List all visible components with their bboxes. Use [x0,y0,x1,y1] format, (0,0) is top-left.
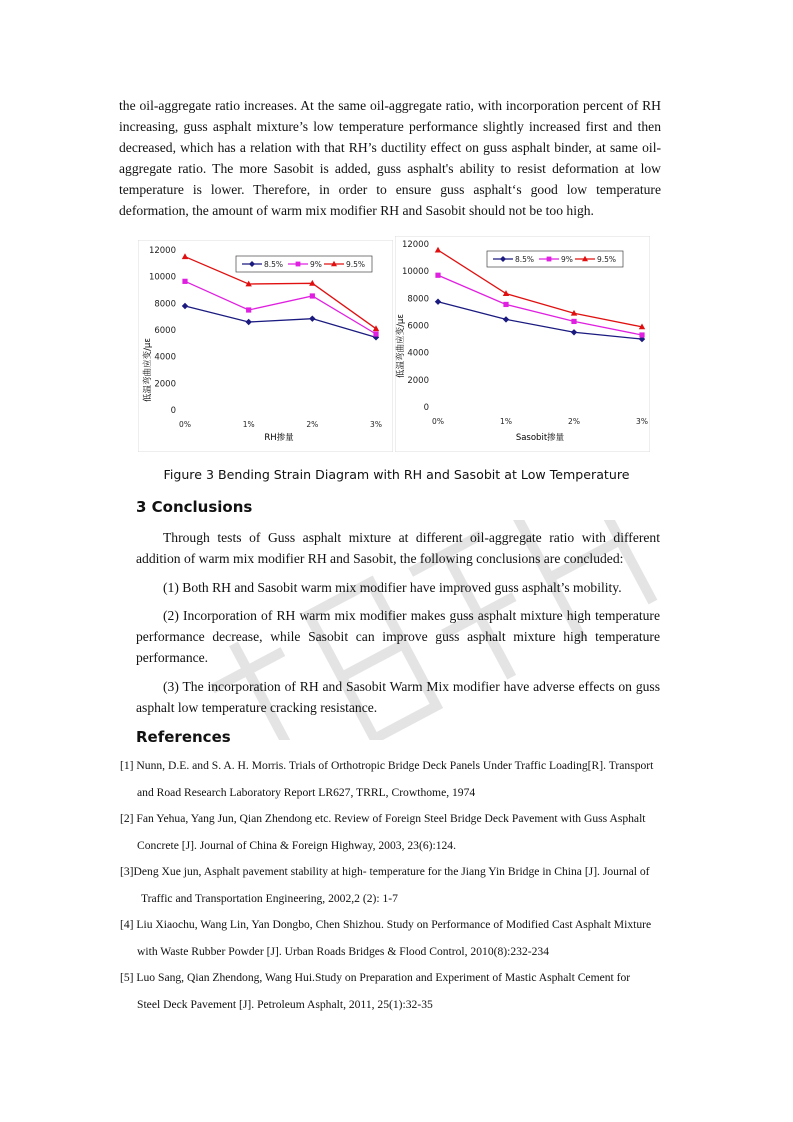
references-heading: References [136,728,231,746]
legend-label: 9.5% [597,255,617,264]
conclusions-heading: 3 Conclusions [136,498,253,516]
reference-item [120,752,680,806]
figure-caption: Figure 3 Bending Strain Diagram with RH and Sasobit at Low Temperature [163,467,630,482]
y-tick-label: 2000 [154,379,176,390]
data-point [503,302,508,307]
intro-paragraph: the oil-aggregate ratio increases. At the same oil-aggregate ratio, with incorporation percent of RH increasing, guss asphalt mixture’s low temperature performance slightly increased first and then decreased, which has a relation with that RH’s ductility effect on guss asphalt binder, at same oil-aggregate ratio. The more Sasobit is added, guss asphalt's ability to resist deformation at low temperature is lower. Therefore, in order to ensure guss asphalt‘s good low temperature deformation, the amount of warm mix modifier RH and Sasobit should not be too high. [119,98,661,218]
data-point [571,319,576,324]
y-tick-label: 4000 [154,352,176,363]
x-tick-label: 3% [370,420,382,429]
x-tick-label: 0% [432,417,444,426]
data-point [435,273,440,278]
reference-line: Traffic and Transportation Engineering, 2002,2 (2): 1-7 [141,892,398,905]
reference-line: Concrete [J]. Journal of China & Foreign Highway, 2003, 23(6):124. [137,839,456,852]
data-point [639,332,644,337]
reference-item [120,858,680,912]
y-tick-label: 2000 [407,375,429,386]
sasobit-strain-chart [395,236,650,452]
legend-label: 9.5% [346,260,366,269]
y-axis-label: 低温弯曲应变/με [143,338,153,402]
x-axis-label: Sasobit掺量 [515,433,565,443]
reference-item [120,805,680,859]
legend-label: 9% [310,260,322,269]
y-tick-label: 6000 [407,321,429,332]
x-tick-label: 0% [179,420,191,429]
y-tick-label: 8000 [407,294,429,305]
reference-line: [3]Deng Xue jun, Asphalt pavement stability at high- temperature for the Jiang Yin Bridge in China [J]. Journal of [120,865,650,878]
conclusion-item: (3) The incorporation of RH and Sasobit Warm Mix modifier have adverse effects on guss asphalt low temperature cracking resistance. [136,679,660,715]
y-tick-label: 6000 [154,326,176,336]
y-axis-label: 低温弯曲应变/με [396,314,406,378]
x-tick-label: 3% [636,417,648,426]
reference-line: Steel Deck Pavement [J]. Petroleum Asphalt, 2011, 25(1):32-35 [137,998,433,1011]
conclusions-intro: Through tests of Guss asphalt mixture at different oil-aggregate ratio with different addition of warm mix modifier RH and Sasobit, the following conclusions are concluded: [136,530,660,566]
reference-line: [1] Nunn, D.E. and S. A. H. Morris. Trials of Orthotropic Bridge Deck Panels Under Traffic Loading[R]. Transport [120,759,654,772]
x-tick-label: 1% [242,420,255,429]
legend-label: 8.5% [264,260,284,269]
legend-marker [296,262,301,267]
conclusion-item: (2) Incorporation of RH warm mix modifier makes guss asphalt mixture high temperature performance decrease, while Sasobit can improve guss asphalt mixture high temperature performance. [136,608,660,665]
reference-line: [5] Luo Sang, Qian Zhendong, Wang Hui.Study on Preparation and Experiment of Mastic Asphalt Cement for [120,971,631,984]
data-point [373,331,378,336]
y-tick-label: 10000 [148,272,176,283]
y-tick-label: 4000 [407,348,429,359]
rh-strain-chart [138,240,393,452]
reference-item [120,964,680,1018]
reference-line: [4] Liu Xiaochu, Wang Lin, Yan Dongbo, Chen Shizhou. Study on Performance of Modified Cast Asphalt Mixture [120,918,652,931]
y-tick-label: 12000 [401,240,429,250]
reference-line: with Waste Rubber Powder [J]. Urban Roads Bridges & Flood Control, 2010(8):232-234 [137,945,550,958]
legend-marker [547,257,552,262]
legend-label: 9% [561,255,573,264]
x-axis-label: RH掺量 [264,433,294,443]
reference-line: and Road Research Laboratory Report LR627, TRRL, Crowthome, 1974 [137,786,476,799]
data-point [246,307,251,312]
data-point [182,279,187,284]
conclusion-item: (1) Both RH and Sasobit warm mix modifier have improved guss asphalt’s mobility. [163,580,622,595]
y-tick-label: 0 [423,403,429,413]
data-point [310,293,315,298]
y-tick-label: 10000 [401,267,429,278]
legend-label: 8.5% [515,255,535,264]
reference-line: [2] Fan Yehua, Yang Jun, Qian Zhendong etc. Review of Foreign Steel Bridge Deck Pavement with Guss Asphalt [120,812,646,825]
reference-item [120,911,680,965]
y-tick-label: 12000 [148,246,176,256]
x-tick-label: 2% [306,420,319,429]
y-tick-label: 8000 [154,299,176,310]
x-tick-label: 1% [500,417,512,426]
y-tick-label: 0 [170,406,176,416]
x-tick-label: 2% [568,417,580,426]
